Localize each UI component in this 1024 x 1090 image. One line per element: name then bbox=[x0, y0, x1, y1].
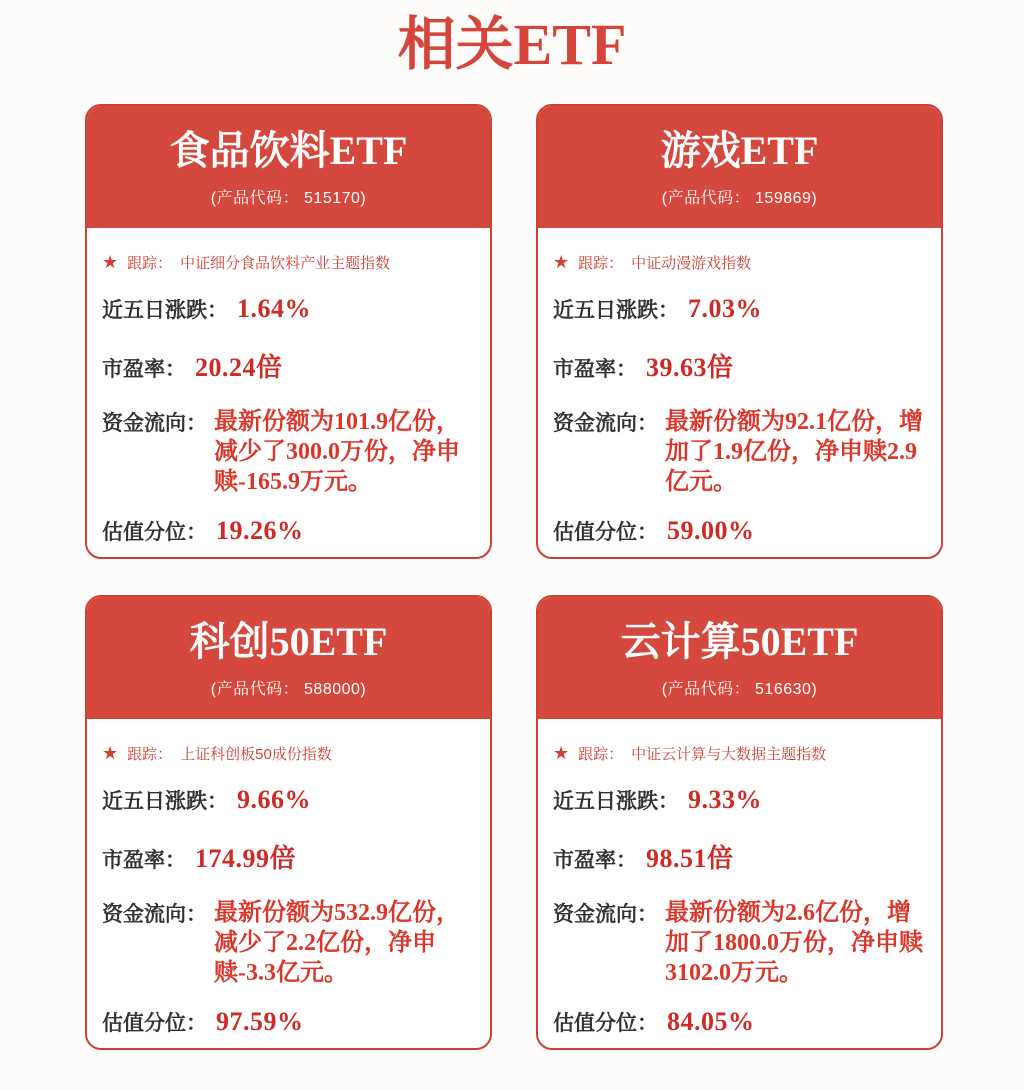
track-label: 跟踪： bbox=[578, 254, 624, 272]
etf-name bbox=[548, 127, 931, 173]
flow-row bbox=[102, 407, 474, 498]
card-header bbox=[87, 106, 490, 228]
pe-label: 市盈率： bbox=[553, 848, 637, 872]
card-body bbox=[538, 228, 941, 559]
percentile-row bbox=[102, 1007, 474, 1037]
change-value: 1.64% bbox=[237, 293, 311, 323]
pe-label: 市盈率： bbox=[102, 357, 186, 381]
change-row bbox=[102, 294, 474, 324]
pe-label: 市盈率： bbox=[553, 357, 637, 381]
percentile-value: 97.59% bbox=[216, 1007, 304, 1037]
flow-text: 最新份额为2.6亿份，增加了1800.0万份，净申赎3102.0万元。 bbox=[665, 899, 923, 987]
etf-name-zh: 科创 bbox=[189, 619, 270, 664]
change-row bbox=[553, 294, 925, 324]
star-icon: ★ bbox=[102, 743, 119, 764]
page-title-zh: 相关 bbox=[397, 12, 514, 77]
percentile-value: 59.00% bbox=[667, 516, 755, 546]
percentile-row bbox=[102, 516, 474, 546]
pe-value: 39.63倍 bbox=[646, 352, 734, 382]
flow-row bbox=[553, 407, 925, 498]
track-row bbox=[553, 252, 925, 273]
star-icon: ★ bbox=[553, 743, 570, 764]
etf-name bbox=[548, 618, 931, 664]
pe-value: 20.24倍 bbox=[195, 352, 283, 382]
track-label: 跟踪： bbox=[127, 254, 173, 272]
change-label: 近五日涨跌： bbox=[553, 789, 679, 813]
star-icon: ★ bbox=[553, 252, 570, 273]
etf-name bbox=[97, 127, 480, 173]
page-title bbox=[0, 10, 1024, 80]
etf-name-zh: 游戏 bbox=[660, 128, 741, 173]
percentile-row bbox=[553, 516, 925, 546]
etf-card-gaming bbox=[536, 104, 943, 559]
star-icon: ★ bbox=[102, 252, 119, 273]
track-index: 中证云计算与大数据主题指数 bbox=[631, 745, 827, 763]
flow-text: 最新份额为532.9亿份，减少了2.2亿份，净申赎-3.3亿元。 bbox=[214, 899, 460, 987]
card-header bbox=[538, 106, 941, 228]
etf-name-zh: 食品饮料 bbox=[169, 128, 330, 173]
flow-label: 资金流向： bbox=[102, 411, 207, 435]
percentile-label: 估值分位： bbox=[102, 521, 207, 545]
product-code: (产品代码： 515170) bbox=[210, 189, 367, 207]
etf-name-zh: 云计算 bbox=[620, 619, 741, 664]
flow-label: 资金流向： bbox=[553, 411, 658, 435]
percentile-label: 估值分位： bbox=[102, 1012, 207, 1036]
change-label: 近五日涨跌： bbox=[553, 298, 679, 322]
pe-row bbox=[102, 838, 474, 875]
flow-label: 资金流向： bbox=[553, 902, 658, 926]
pe-label: 市盈率： bbox=[102, 848, 186, 872]
percentile-value: 19.26% bbox=[216, 516, 304, 546]
change-value: 9.33% bbox=[688, 784, 762, 814]
percentile-value: 84.05% bbox=[667, 1007, 755, 1037]
change-value: 9.66% bbox=[237, 784, 311, 814]
flow-row bbox=[102, 898, 474, 989]
pe-row bbox=[102, 347, 474, 384]
etf-name-latin: 50ETF bbox=[269, 618, 388, 664]
product-code: (产品代码： 516630) bbox=[661, 680, 818, 698]
etf-card-cloud50 bbox=[536, 595, 943, 1050]
track-index: 中证动漫游戏指数 bbox=[631, 254, 752, 272]
flow-row bbox=[553, 898, 925, 989]
flow-label: 资金流向： bbox=[102, 902, 207, 926]
card-body bbox=[538, 719, 941, 1050]
page-title-latin: ETF bbox=[513, 12, 627, 77]
product-code: (产品代码： 159869) bbox=[661, 189, 818, 207]
etf-name-latin: ETF bbox=[740, 127, 819, 173]
track-index: 中证细分食品饮料产业主题指数 bbox=[180, 254, 391, 272]
etf-card-grid bbox=[85, 104, 1024, 1050]
track-row bbox=[102, 252, 474, 273]
change-label: 近五日涨跌： bbox=[102, 298, 228, 322]
percentile-row bbox=[553, 1007, 925, 1037]
flow-text: 最新份额为92.1亿份，增加了1.9亿份，净申赎2.9亿元。 bbox=[665, 408, 923, 496]
pe-value: 174.99倍 bbox=[195, 843, 297, 873]
track-row bbox=[553, 743, 925, 764]
change-value: 7.03% bbox=[688, 293, 762, 323]
etf-name-latin: 50ETF bbox=[740, 618, 859, 664]
change-row bbox=[102, 785, 474, 815]
track-label: 跟踪： bbox=[578, 745, 624, 763]
etf-card-food-beverage bbox=[85, 104, 492, 559]
card-body bbox=[87, 228, 490, 559]
etf-name bbox=[97, 618, 480, 664]
card-header bbox=[87, 597, 490, 719]
pe-value: 98.51倍 bbox=[646, 843, 734, 873]
product-code: (产品代码： 588000) bbox=[210, 680, 367, 698]
card-header bbox=[538, 597, 941, 719]
card-body bbox=[87, 719, 490, 1050]
flow-text: 最新份额为101.9亿份，减少了300.0万份，净申赎-165.9万元。 bbox=[214, 408, 460, 496]
percentile-label: 估值分位： bbox=[553, 521, 658, 545]
track-index: 上证科创板50成份指数 bbox=[180, 745, 332, 763]
track-row bbox=[102, 743, 474, 764]
etf-name-latin: ETF bbox=[329, 127, 408, 173]
pe-row bbox=[553, 838, 925, 875]
track-label: 跟踪： bbox=[127, 745, 173, 763]
pe-row bbox=[553, 347, 925, 384]
etf-card-star50 bbox=[85, 595, 492, 1050]
change-label: 近五日涨跌： bbox=[102, 789, 228, 813]
change-row bbox=[553, 785, 925, 815]
percentile-label: 估值分位： bbox=[553, 1012, 658, 1036]
